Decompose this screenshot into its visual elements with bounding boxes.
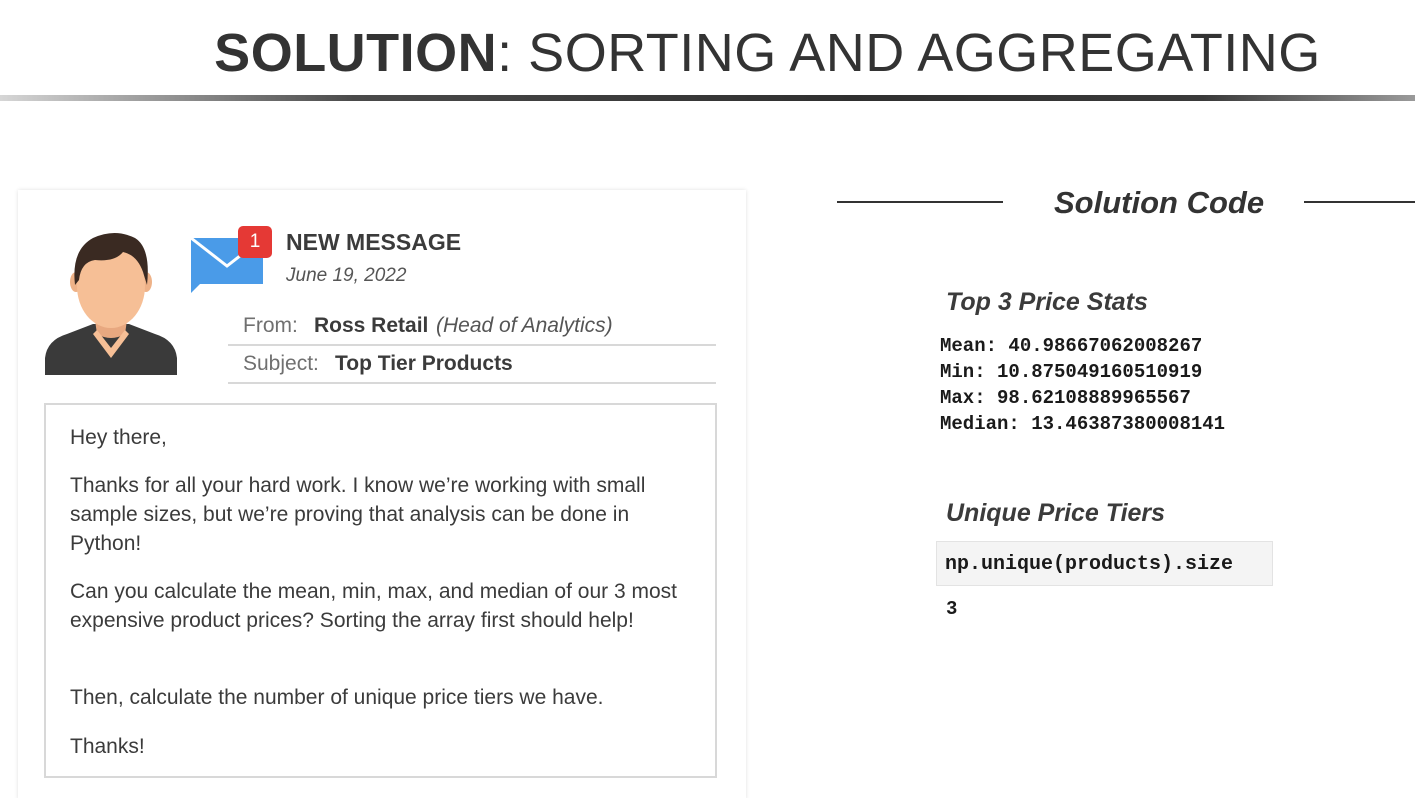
notification-badge: 1 bbox=[249, 231, 261, 252]
subject-label: Subject: bbox=[243, 352, 319, 375]
from-role: (Head of Analytics) bbox=[436, 314, 613, 337]
stat-max: Max: 98.62108889965567 bbox=[940, 387, 1191, 409]
person-avatar-icon bbox=[45, 230, 177, 375]
stats-heading: Top 3 Price Stats bbox=[946, 288, 1148, 316]
message-date: June 19, 2022 bbox=[286, 265, 407, 286]
code-cell bbox=[936, 541, 1273, 586]
body-signoff: Thanks! bbox=[70, 735, 145, 758]
code-line: np.unique(products).size bbox=[945, 553, 1234, 576]
body-greeting: Hey there, bbox=[70, 426, 167, 449]
body-paragraph-3: Then, calculate the number of unique price tiers we have. bbox=[70, 686, 604, 709]
body-paragraph-2: Can you calculate the mean, min, max, and median of our 3 most expensive product prices? Sorting the array first should help! bbox=[70, 580, 677, 632]
from-name: Ross Retail bbox=[314, 314, 429, 337]
stat-min: Min: 10.875049160510919 bbox=[940, 361, 1203, 383]
title-bold: SOLUTION bbox=[214, 23, 498, 83]
stat-mean: Mean: 40.98667062008267 bbox=[940, 335, 1203, 357]
subject-row bbox=[228, 346, 716, 384]
from-row bbox=[228, 308, 716, 346]
message-title: NEW MESSAGE bbox=[286, 229, 462, 255]
solution-divider-left bbox=[837, 201, 1003, 203]
page-title bbox=[0, 22, 1415, 84]
body-paragraph-1: Thanks for all your hard work. I know we’re working with small sample sizes, but we’re proving that analysis can be done in Python! bbox=[70, 474, 646, 555]
from-label: From: bbox=[243, 314, 298, 337]
stat-median: Median: 13.46387380008141 bbox=[940, 413, 1226, 435]
solution-divider-right bbox=[1304, 201, 1415, 203]
title-rest: : SORTING AND AGGREGATING bbox=[497, 23, 1321, 83]
subject-value: Top Tier Products bbox=[335, 352, 513, 375]
solution-title: Solution Code bbox=[1054, 185, 1265, 220]
title-divider bbox=[0, 95, 1415, 101]
tiers-heading: Unique Price Tiers bbox=[946, 499, 1166, 527]
code-output: 3 bbox=[946, 598, 958, 620]
stats-output bbox=[940, 333, 1225, 437]
